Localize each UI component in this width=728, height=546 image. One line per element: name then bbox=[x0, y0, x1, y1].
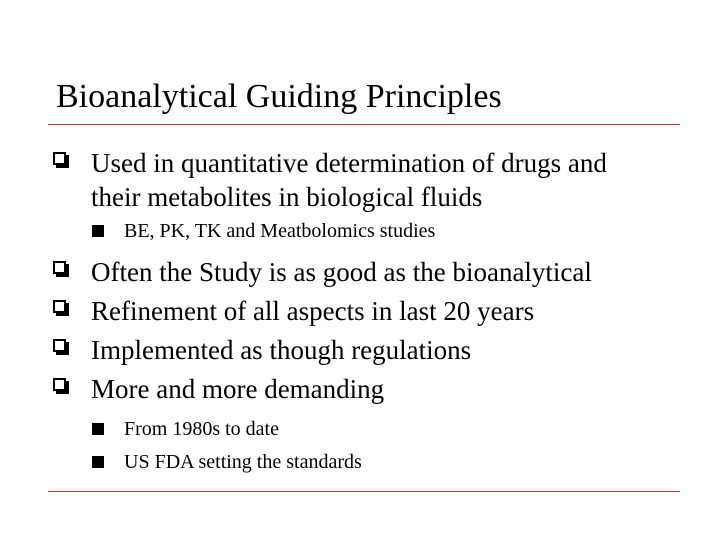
bullet-item bbox=[53, 333, 673, 367]
bullet-item bbox=[53, 255, 673, 289]
footer-divider bbox=[48, 491, 680, 492]
title-divider bbox=[48, 124, 680, 125]
bullet-text-line: Used in quantitative determination of drugs and bbox=[91, 148, 607, 178]
bullet-text-line: Often the Study is as good as the bioanalytical bbox=[91, 257, 592, 287]
bullet-item bbox=[53, 372, 673, 406]
hollow-square-bullet-icon bbox=[53, 261, 66, 274]
sub-bullet-item bbox=[92, 218, 552, 244]
bullet-text-line: Refinement of all aspects in last 20 years bbox=[91, 296, 535, 326]
bullet-text-line: More and more demanding bbox=[91, 374, 385, 404]
bullet-text-line: their metabolites in biological fluids bbox=[91, 182, 483, 212]
sub-bullet-text: US FDA setting the standards bbox=[124, 451, 362, 473]
hollow-square-bullet-icon bbox=[53, 152, 66, 165]
sub-bullet-item bbox=[92, 416, 552, 442]
sub-bullet-text: BE, PK, TK and Meatbolomics studies bbox=[124, 220, 436, 242]
filled-square-bullet-icon bbox=[92, 423, 104, 435]
hollow-square-bullet-icon bbox=[53, 300, 66, 313]
hollow-square-bullet-icon bbox=[53, 378, 66, 391]
bullet-text-line: Implemented as though regulations bbox=[91, 335, 472, 365]
filled-square-bullet-icon bbox=[92, 456, 104, 468]
hollow-square-bullet-icon bbox=[53, 339, 66, 352]
bullet-item bbox=[53, 146, 673, 214]
sub-bullet-item bbox=[92, 449, 552, 475]
filled-square-bullet-icon bbox=[92, 225, 104, 237]
bullet-item bbox=[53, 294, 673, 328]
slide-title: Bioanalytical Guiding Principles bbox=[56, 78, 502, 115]
sub-bullet-text: From 1980s to date bbox=[124, 418, 279, 440]
